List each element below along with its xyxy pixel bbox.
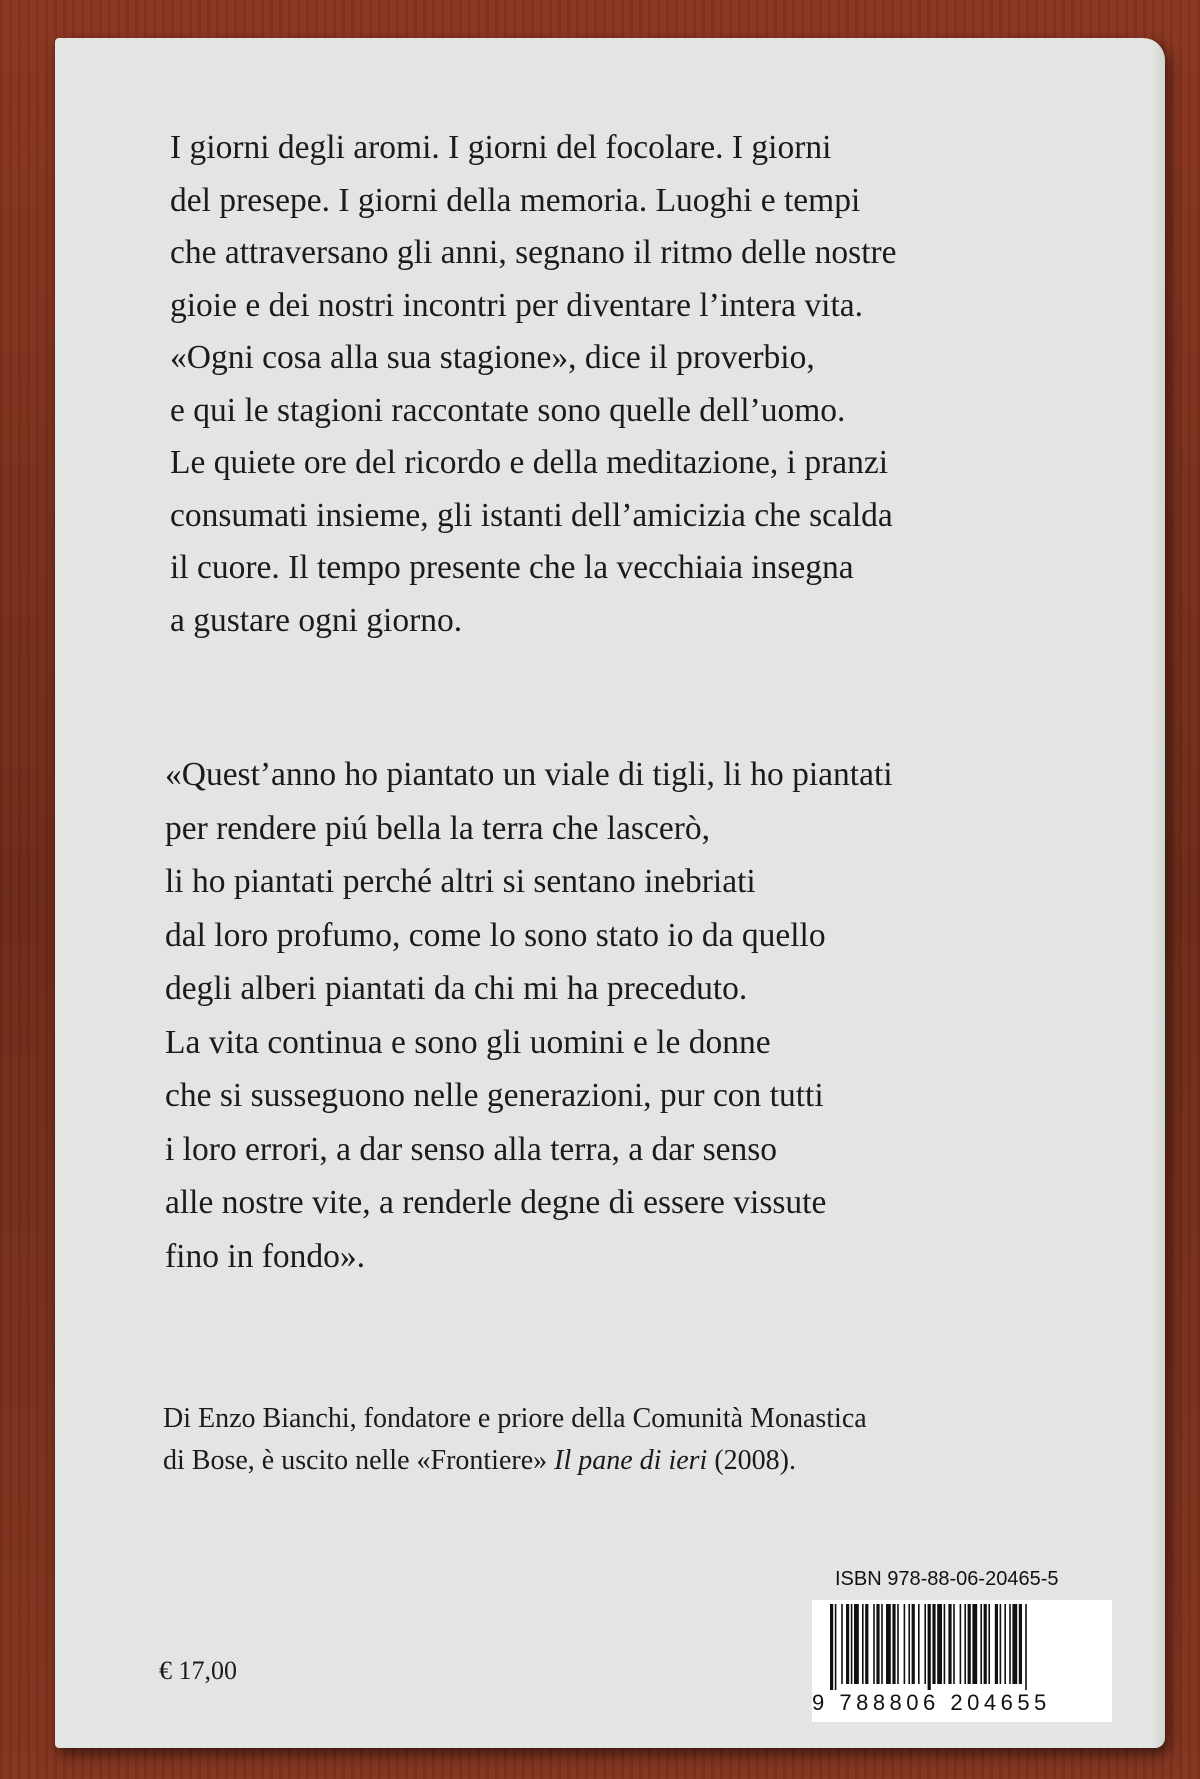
book-page-edge xyxy=(1153,38,1165,1748)
barcode-bar xyxy=(912,1604,915,1684)
barcode-bar xyxy=(881,1604,883,1684)
blurb-line: il cuore. Il tempo presente che la vecchiaia insegna xyxy=(170,549,854,586)
barcode-bars xyxy=(830,1604,1094,1690)
barcode-bar xyxy=(960,1604,962,1684)
quote-line: li ho piantati perché altri si sentano inebriati xyxy=(165,863,756,900)
barcode-bar xyxy=(904,1604,906,1684)
blurb-line: e qui le stagioni raccontate sono quelle dell’uomo. xyxy=(170,391,846,429)
barcode-bar xyxy=(876,1604,879,1684)
barcode-digits: 9 788806 204655 xyxy=(812,1690,1051,1715)
barcode-bar xyxy=(835,1604,837,1690)
blurb-line: che attraversano gli anni, segnano il ritmo delle nostre xyxy=(170,234,897,271)
barcode-bar xyxy=(928,1604,931,1690)
barcode-bar xyxy=(988,1604,990,1684)
quote-line: degli alberi piantati da chi mi ha preceduto. xyxy=(165,970,748,1007)
barcode-bar xyxy=(980,1604,982,1684)
quote-line: La vita continua e sono gli uomini e le donne xyxy=(165,1023,771,1061)
barcode-bar xyxy=(908,1604,910,1684)
barcode-bar xyxy=(854,1604,859,1684)
quote-line: che si susseguono nelle generazioni, pur con tutti xyxy=(165,1077,824,1114)
author-note xyxy=(163,1398,1103,1482)
barcode-bar xyxy=(851,1604,853,1684)
blurb-line: consumati insieme, gli istanti dell’amicizia che scalda xyxy=(170,496,893,534)
barcode-bar xyxy=(886,1604,891,1684)
barcode-bar xyxy=(968,1604,971,1684)
author-note-prefix: di Bose, è uscito nelle «Frontiere» xyxy=(163,1445,555,1476)
barcode-bar xyxy=(1012,1604,1017,1684)
blurb-line: «Ogni cosa alla sua stagione», dice il proverbio, xyxy=(170,339,815,376)
price-label: € 17,00 xyxy=(159,1656,237,1685)
barcode-bar xyxy=(1025,1604,1027,1690)
barcode xyxy=(812,1600,1112,1722)
quote-line: i loro errori, a dar senso alla terra, a dar senso xyxy=(165,1130,778,1168)
barcode-bar xyxy=(984,1604,987,1684)
barcode-bar xyxy=(1009,1604,1011,1684)
barcode-bar xyxy=(1004,1604,1006,1684)
author-note-line xyxy=(163,1440,1103,1482)
barcode-bar xyxy=(953,1604,955,1684)
barcode-bar xyxy=(995,1604,998,1684)
quote-line: per rendere piú bella la terra che lascerò, xyxy=(165,809,710,847)
barcode-bar xyxy=(897,1604,899,1684)
barcode-bar xyxy=(1019,1604,1022,1684)
barcode-bar xyxy=(972,1604,977,1684)
quote-paragraph xyxy=(165,748,1085,1283)
author-note-suffix: (2008). xyxy=(707,1445,796,1476)
barcode-bar xyxy=(948,1604,951,1684)
blurb-line: del presepe. I giorni della memoria. Luoghi e tempi xyxy=(170,181,861,219)
barcode-bar xyxy=(846,1604,849,1684)
isbn-label: ISBN 978-88-06-20465-5 xyxy=(835,1568,1059,1590)
barcode-bar xyxy=(964,1604,966,1684)
barcode-bar xyxy=(830,1604,833,1690)
barcode-bar xyxy=(918,1604,920,1684)
book-title-italic: Il pane di ieri xyxy=(554,1445,708,1476)
blurb-line: a gustare ogni giorno. xyxy=(170,601,463,639)
book-back-cover xyxy=(55,38,1165,1748)
barcode-bar xyxy=(873,1604,875,1684)
author-note-line: Di Enzo Bianchi, fondatore e priore della Comunità Monastica xyxy=(163,1403,867,1434)
quote-line: dal loro profumo, come lo sono stato io da quello xyxy=(165,916,826,954)
quote-line: fino in fondo». xyxy=(165,1237,366,1275)
barcode-bar xyxy=(892,1604,895,1684)
quote-line: alle nostre vite, a renderle degne di essere vissute xyxy=(165,1184,827,1221)
barcode-bar xyxy=(944,1604,946,1684)
barcode-bar xyxy=(862,1604,864,1684)
barcode-bar xyxy=(841,1604,843,1684)
blurb-line: gioie e dei nostri incontri per diventare l’intera vita. xyxy=(170,286,864,324)
barcode-bar xyxy=(937,1604,942,1684)
blurb-line: I giorni degli aromi. I giorni del focolare. I giorni xyxy=(170,129,832,166)
barcode-bar xyxy=(1000,1604,1002,1684)
blurb-paragraph xyxy=(170,122,1070,647)
quote-line: «Quest’anno ho piantato un viale di tigli, li ho piantati xyxy=(165,756,893,793)
barcode-bar xyxy=(865,1604,868,1684)
barcode-bar xyxy=(932,1604,935,1684)
barcode-bar xyxy=(924,1604,926,1684)
blurb-line: Le quiete ore del ricordo e della meditazione, i pranzi xyxy=(170,444,889,481)
